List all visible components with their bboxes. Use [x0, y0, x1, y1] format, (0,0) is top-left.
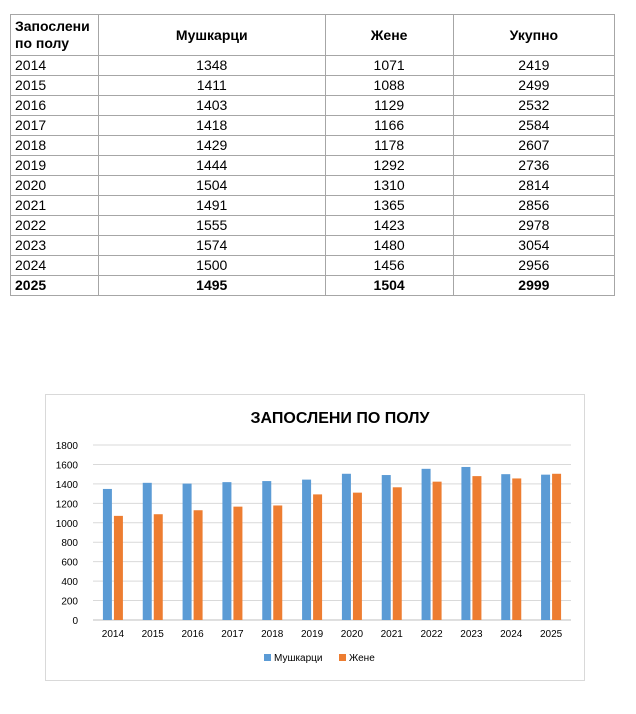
row-women: 1310	[325, 176, 453, 196]
row-total: 3054	[453, 236, 614, 256]
bar-men-2016	[183, 484, 192, 620]
header-category: Запослени по полу	[11, 15, 99, 56]
row-men: 1403	[99, 96, 326, 116]
bar-women-2021	[393, 487, 402, 620]
x-tick-label: 2014	[101, 629, 125, 640]
y-tick-label: 800	[61, 538, 78, 550]
table-row	[11, 276, 615, 296]
x-tick-label: 2015	[141, 629, 164, 640]
row-total: 2856	[453, 196, 614, 216]
row-women: 1129	[325, 96, 453, 116]
table-row	[11, 216, 615, 236]
row-year: 2016	[11, 96, 99, 116]
bar-men-2020	[342, 474, 351, 620]
row-total: 2999	[453, 276, 614, 296]
row-total: 2419	[453, 56, 614, 76]
row-women: 1071	[325, 56, 453, 76]
x-tick-label: 2020	[340, 629, 364, 640]
row-women: 1423	[325, 216, 453, 236]
row-women: 1504	[325, 276, 453, 296]
bar-men-2018	[262, 481, 271, 620]
x-tick-label: 2023	[460, 629, 483, 640]
row-year: 2019	[11, 156, 99, 176]
y-tick-label: 200	[61, 596, 78, 608]
x-tick-label: 2017	[221, 629, 244, 640]
bar-women-2015	[154, 514, 163, 620]
bar-men-2014	[103, 489, 112, 620]
y-tick-label: 1800	[55, 441, 78, 452]
row-women: 1166	[325, 116, 453, 136]
bar-women-2023	[472, 476, 481, 620]
row-year: 2018	[11, 136, 99, 156]
row-year: 2023	[11, 236, 99, 256]
row-total: 2736	[453, 156, 614, 176]
row-men: 1348	[99, 56, 326, 76]
x-tick-label: 2016	[181, 629, 204, 640]
table-row	[11, 116, 615, 136]
legend-swatch-women	[339, 654, 346, 661]
header-total: Укупно	[453, 15, 614, 56]
x-tick-label: 2019	[300, 629, 324, 640]
bar-men-2023	[461, 467, 470, 620]
row-total: 2814	[453, 176, 614, 196]
employment-table	[10, 14, 615, 296]
x-tick-label: 2024	[500, 629, 523, 640]
row-total: 2956	[453, 256, 614, 276]
row-men: 1418	[99, 116, 326, 136]
row-women: 1480	[325, 236, 453, 256]
bar-women-2025	[552, 474, 561, 620]
legend-label-women: Жене	[349, 653, 375, 664]
row-women: 1088	[325, 76, 453, 96]
row-year: 2020	[11, 176, 99, 196]
row-women: 1365	[325, 196, 453, 216]
bar-women-2014	[114, 516, 123, 620]
row-total: 2584	[453, 116, 614, 136]
y-tick-label: 1400	[55, 479, 78, 491]
table-row	[11, 176, 615, 196]
table-row	[11, 56, 615, 76]
table-row	[11, 136, 615, 156]
legend-swatch-men	[264, 654, 271, 661]
bar-men-2015	[143, 483, 152, 620]
bar-women-2016	[194, 510, 203, 620]
table-row	[11, 76, 615, 96]
bar-women-2017	[233, 507, 242, 620]
row-men: 1429	[99, 136, 326, 156]
legend-label-men: Мушкарци	[274, 653, 323, 664]
row-women: 1292	[325, 156, 453, 176]
table-row	[11, 196, 615, 216]
bar-men-2024	[501, 474, 510, 620]
bar-men-2019	[302, 480, 311, 620]
y-tick-label: 600	[61, 557, 78, 569]
bar-women-2022	[433, 482, 442, 620]
y-tick-label: 1600	[55, 460, 78, 472]
bar-men-2022	[422, 469, 431, 620]
y-tick-label: 0	[72, 616, 78, 627]
y-tick-label: 1200	[55, 499, 78, 511]
row-year: 2017	[11, 116, 99, 136]
row-women: 1456	[325, 256, 453, 276]
row-total: 2607	[453, 136, 614, 156]
bar-men-2021	[382, 475, 391, 620]
bar-men-2025	[541, 475, 550, 620]
header-women: Жене	[325, 15, 453, 56]
table-row	[11, 156, 615, 176]
bar-men-2017	[222, 482, 231, 620]
chart-title: ЗАПОСЛЕНИ ПО ПОЛУ	[250, 410, 430, 427]
table-row	[11, 236, 615, 256]
x-tick-label: 2022	[420, 629, 443, 640]
row-year: 2024	[11, 256, 99, 276]
x-tick-label: 2021	[380, 629, 403, 640]
table-header-row	[11, 15, 615, 56]
row-men: 1491	[99, 196, 326, 216]
x-tick-label: 2025	[539, 629, 563, 640]
table-body	[11, 56, 615, 296]
bar-women-2024	[512, 478, 521, 620]
row-total: 2978	[453, 216, 614, 236]
bar-women-2018	[273, 505, 282, 620]
row-year: 2014	[11, 56, 99, 76]
bar-women-2020	[353, 493, 362, 620]
header-men: Мушкарци	[99, 15, 326, 56]
table-row	[11, 256, 615, 276]
x-tick-label: 2018	[261, 629, 284, 640]
row-men: 1574	[99, 236, 326, 256]
row-total: 2532	[453, 96, 614, 116]
row-women: 1178	[325, 136, 453, 156]
table-row	[11, 96, 615, 116]
row-men: 1444	[99, 156, 326, 176]
row-year: 2022	[11, 216, 99, 236]
y-tick-label: 1000	[55, 518, 78, 530]
row-men: 1495	[99, 276, 326, 296]
chart-frame	[45, 394, 585, 681]
row-year: 2025	[11, 276, 99, 296]
y-tick-label: 400	[61, 577, 78, 589]
row-men: 1500	[99, 256, 326, 276]
row-total: 2499	[453, 76, 614, 96]
employment-bar-chart	[46, 395, 584, 680]
row-year: 2015	[11, 76, 99, 96]
row-men: 1555	[99, 216, 326, 236]
row-men: 1504	[99, 176, 326, 196]
bar-women-2019	[313, 494, 322, 620]
row-year: 2021	[11, 196, 99, 216]
row-men: 1411	[99, 76, 326, 96]
